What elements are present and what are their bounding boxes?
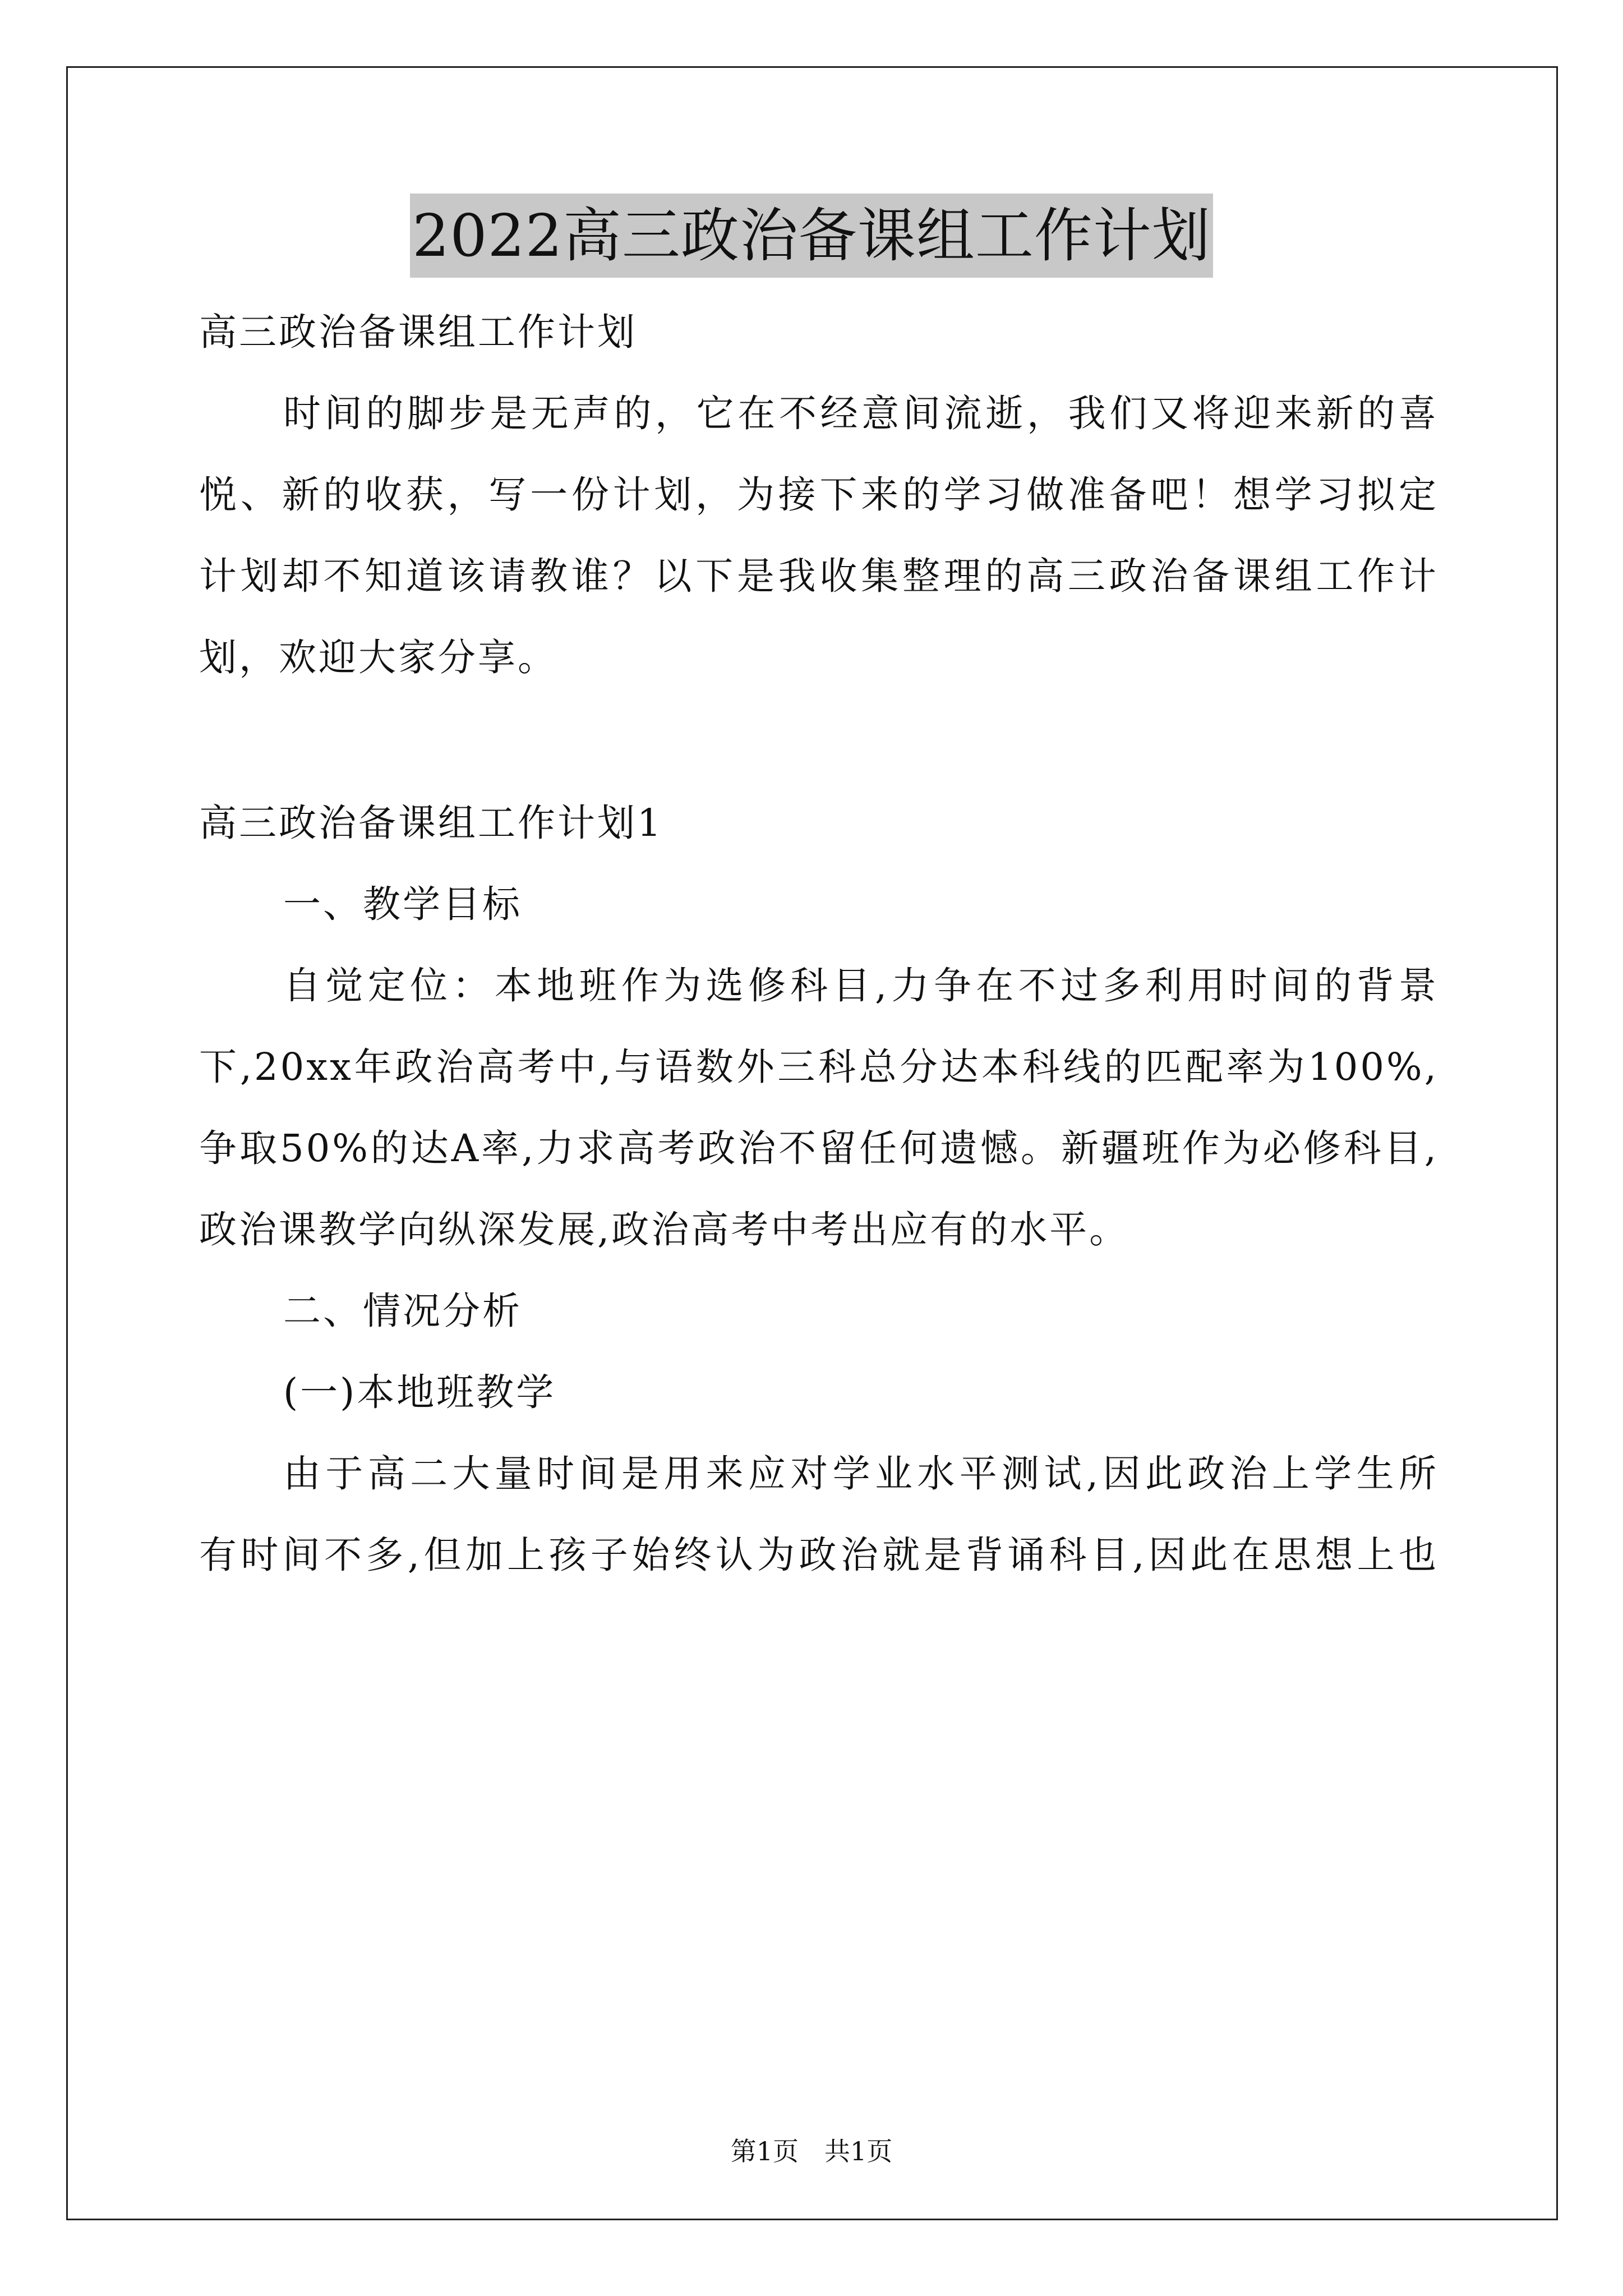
- section-title: 高三政治备课组工作计划1: [199, 801, 663, 845]
- heading-situation-analysis: 二、情况分析: [283, 1289, 522, 1333]
- document-title-text: 2022高三政治备课组工作计划: [410, 194, 1213, 278]
- document-subtitle: 高三政治备课组工作计划: [199, 310, 637, 354]
- goal-line: 下,20xx年政治高考中,与语数外三科总分达本科线的匹配率为100%,: [199, 1045, 1438, 1089]
- goal-line: 政治课教学向纵深发展,政治高考中考出应有的水平。: [199, 1208, 1129, 1251]
- document-title: [0, 194, 1623, 278]
- intro-line: 划，欢迎大家分享。: [199, 636, 557, 679]
- analysis-line: 有时间不多,但加上孩子始终认为政治就是背诵科目,因此在思想上也: [199, 1533, 1438, 1577]
- page-total: 共1页: [824, 2136, 893, 2166]
- page-footer: [0, 2132, 1623, 2171]
- paragraph-gap: [199, 698, 1438, 783]
- heading-teaching-goals: 一、教学目标: [283, 882, 522, 926]
- page-number: 第1页: [730, 2136, 799, 2166]
- intro-line: 时间的脚步是无声的，它在不经意间流逝，我们又将迎来新的喜: [283, 392, 1438, 435]
- document-body: [199, 292, 1438, 1596]
- intro-line: 悦、新的收获，写一份计划，为接下来的学习做准备吧！想学习拟定: [199, 473, 1438, 517]
- goal-line: 争取50%的达A率,力求高考政治不留任何遗憾。新疆班作为必修科目,: [199, 1126, 1438, 1170]
- goal-line: 自觉定位：本地班作为选修科目,力争在不过多利用时间的背景: [283, 964, 1438, 1007]
- intro-line: 计划却不知道该请教谁？以下是我收集整理的高三政治备课组工作计: [199, 554, 1438, 598]
- sub-heading-local-class: (一)本地班教学: [283, 1370, 556, 1414]
- analysis-line: 由于高二大量时间是用来应对学业水平测试,因此政治上学生所: [283, 1452, 1438, 1496]
